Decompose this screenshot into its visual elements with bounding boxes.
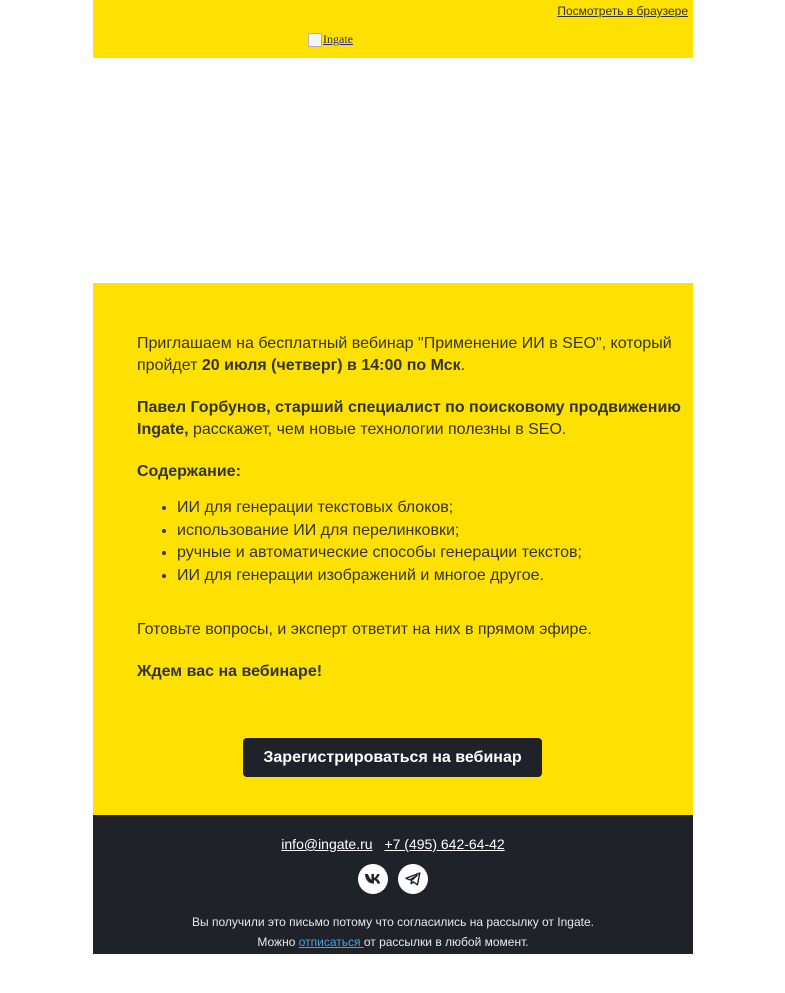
intro-text: Приглашаем на бесплатный вебинар "Применение ИИ в SEO", который пройдет xyxy=(137,335,672,374)
list-item: • ИИ для генерации изображений и многое другое. xyxy=(177,565,687,588)
subscription-reason: Вы получили это письмо потому что согласились на рассылку от Ingate. xyxy=(192,915,594,929)
list-item: • ручные и автоматические способы генерации текстов; xyxy=(177,542,687,565)
intro-end: . xyxy=(460,357,466,374)
speaker-text: расскажет, чем новые технологии полезны в SEO. xyxy=(188,421,567,438)
email-link[interactable]: info@ingate.ru xyxy=(281,836,373,852)
closing-paragraph: Ждем вас на вебинаре! xyxy=(137,663,323,680)
list-item: • ИИ для генерации текстовых блоков; xyxy=(177,497,687,520)
unsubscribe-link[interactable]: отписаться xyxy=(298,935,364,949)
intro-paragraph xyxy=(137,333,687,377)
contents-list xyxy=(137,497,687,587)
unsubscribe-line: Можно отписаться от рассылки в любой момент. xyxy=(257,935,529,949)
broken-image-icon xyxy=(308,33,322,47)
email-footer xyxy=(93,815,693,954)
contacts xyxy=(93,836,693,852)
webinar-date: 20 июля (четверг) в 14:00 по Мск xyxy=(201,357,461,374)
register-webinar-button[interactable]: Зарегистрироваться на вебинар xyxy=(243,738,542,777)
ingate-logo-link[interactable] xyxy=(308,32,353,47)
email-container xyxy=(93,0,693,954)
webinar-invite-section xyxy=(93,283,693,815)
phone-link[interactable]: +7 (495) 642-64-42 xyxy=(384,836,505,852)
subscription-note xyxy=(93,912,693,952)
logo-alt-text: Ingate xyxy=(323,32,353,46)
speaker-name: Павел Горбунов, старший специалист по поисковому продвижению Ingate, xyxy=(137,399,681,438)
view-in-browser-link[interactable]: Посмотреть в браузере xyxy=(557,4,688,18)
speaker-paragraph xyxy=(137,397,687,441)
telegram-icon[interactable] xyxy=(398,864,428,894)
email-header xyxy=(93,0,693,58)
vk-icon[interactable] xyxy=(358,864,388,894)
questions-paragraph: Готовьте вопросы, и эксперт ответит на них в прямом эфире. xyxy=(137,621,592,638)
contents-title: Содержание: xyxy=(137,463,241,480)
list-item: • использование ИИ для перелинковки; xyxy=(177,520,687,543)
social-links xyxy=(358,864,428,894)
hero-image-area xyxy=(93,58,693,283)
